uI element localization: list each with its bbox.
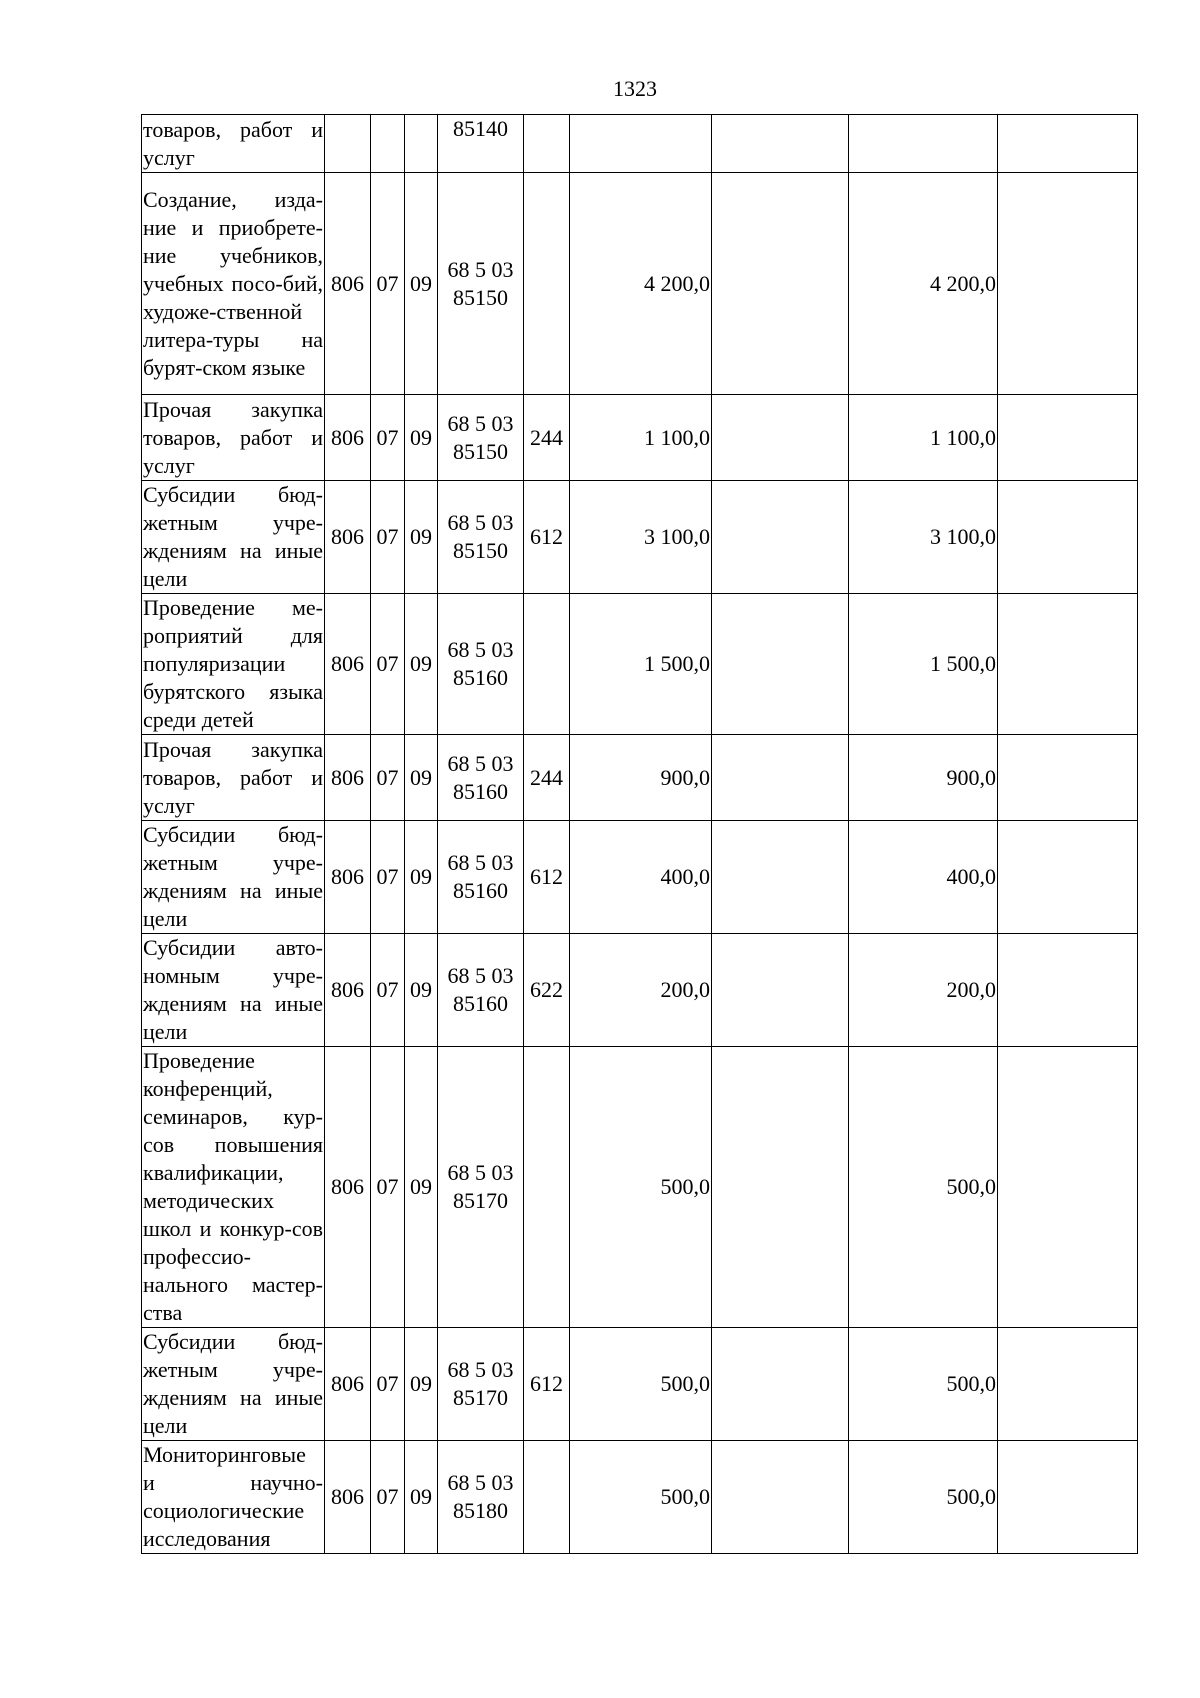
- amount-total-cell: 900,0: [849, 735, 998, 821]
- empty-cell: [712, 481, 849, 594]
- target-article-cell: [438, 735, 524, 821]
- target-article-line: 85160: [453, 878, 508, 903]
- amount-cell: 900,0: [570, 735, 712, 821]
- expense-type-cell: [524, 115, 570, 173]
- table-row: [142, 1328, 1138, 1441]
- target-article-line: 85150: [453, 284, 508, 310]
- ministry-code-cell: 806: [325, 395, 371, 481]
- ministry-code-cell: 806: [325, 481, 371, 594]
- amount-cell: 1 500,0: [570, 594, 712, 735]
- section-code-cell: 07: [371, 1047, 405, 1328]
- empty-cell: [998, 594, 1138, 735]
- subsection-code-cell: 09: [405, 821, 438, 934]
- target-article-line: 85170: [453, 1188, 508, 1213]
- expense-type-cell: 612: [524, 481, 570, 594]
- item-name-cell: Мониторинговые и научно-социологические исследования: [142, 1441, 325, 1554]
- target-article-line: 68 5 03: [447, 963, 514, 988]
- item-name-cell: Субсидии бюд-жетным учре-ждениям на иные цели: [142, 1328, 325, 1441]
- amount-cell: 4 200,0: [570, 173, 712, 395]
- empty-cell: [712, 173, 849, 395]
- amount-total-cell: 1 100,0: [849, 395, 998, 481]
- target-article-line: 85170: [453, 1385, 508, 1410]
- section-code-cell: [371, 115, 405, 173]
- subsection-code-cell: 09: [405, 481, 438, 594]
- item-name-cell: Прочая закупка товаров, работ и услуг: [142, 395, 325, 481]
- ministry-code-cell: 806: [325, 173, 371, 395]
- item-name-cell: Проведение конференций, семинаров, кур-сов повышения квалификации, методических школ и конкур-сов профессио-нального мастер-ства: [142, 1047, 325, 1328]
- amount-cell: [570, 115, 712, 173]
- section-code-cell: 07: [371, 735, 405, 821]
- empty-cell: [998, 934, 1138, 1047]
- table-row: [142, 481, 1138, 594]
- subsection-code-cell: 09: [405, 934, 438, 1047]
- section-code-cell: 07: [371, 481, 405, 594]
- ministry-code-cell: 806: [325, 735, 371, 821]
- amount-cell: 500,0: [570, 1047, 712, 1328]
- section-code-cell: 07: [371, 1328, 405, 1441]
- table-row: [142, 173, 1138, 395]
- ministry-code-cell: 806: [325, 1441, 371, 1554]
- target-article-cell: [438, 395, 524, 481]
- ministry-code-cell: 806: [325, 934, 371, 1047]
- expense-type-cell: 622: [524, 934, 570, 1047]
- budget-table: [141, 114, 1138, 1554]
- target-article-cell: [438, 481, 524, 594]
- target-article-cell: [438, 1047, 524, 1328]
- subsection-code-cell: 09: [405, 395, 438, 481]
- table-row: [142, 821, 1138, 934]
- table-row: [142, 934, 1138, 1047]
- item-name-cell: Прочая закупка товаров, работ и услуг: [142, 735, 325, 821]
- expense-type-cell: 244: [524, 395, 570, 481]
- amount-total-cell: 4 200,0: [849, 173, 998, 395]
- amount-total-cell: 500,0: [849, 1441, 998, 1554]
- amount-cell: 500,0: [570, 1441, 712, 1554]
- target-article-line: 85160: [453, 778, 508, 804]
- amount-cell: 400,0: [570, 821, 712, 934]
- empty-cell: [998, 1047, 1138, 1328]
- subsection-code-cell: 09: [405, 1441, 438, 1554]
- target-article-cell: [438, 594, 524, 735]
- amount-total-cell: 500,0: [849, 1047, 998, 1328]
- expense-type-cell: 244: [524, 735, 570, 821]
- amount-total-cell: 1 500,0: [849, 594, 998, 735]
- ministry-code-cell: 806: [325, 594, 371, 735]
- target-article-cell: [438, 115, 524, 173]
- table-row: [142, 395, 1138, 481]
- ministry-code-cell: 806: [325, 821, 371, 934]
- empty-cell: [712, 1328, 849, 1441]
- table-row: [142, 735, 1138, 821]
- empty-cell: [712, 821, 849, 934]
- target-article-line: 68 5 03: [447, 850, 514, 875]
- empty-cell: [998, 1328, 1138, 1441]
- target-article-line: 68 5 03: [447, 256, 514, 282]
- item-name-cell: Проведение ме-роприятий для популяризации бурятского языка среди детей: [142, 594, 325, 735]
- empty-cell: [998, 735, 1138, 821]
- amount-cell: 3 100,0: [570, 481, 712, 594]
- subsection-code-cell: 09: [405, 594, 438, 735]
- subsection-code-cell: 09: [405, 173, 438, 395]
- expense-type-cell: [524, 594, 570, 735]
- section-code-cell: 07: [371, 594, 405, 735]
- target-article-cell: [438, 1328, 524, 1441]
- target-article-line: 68 5 03: [447, 750, 514, 776]
- target-article-line: 85160: [453, 991, 508, 1016]
- expense-type-cell: [524, 1047, 570, 1328]
- page-number: 1323: [613, 76, 657, 101]
- target-article-line: 85180: [453, 1498, 508, 1523]
- expense-type-cell: [524, 173, 570, 395]
- subsection-code-cell: 09: [405, 1328, 438, 1441]
- subsection-code-cell: 09: [405, 1047, 438, 1328]
- section-code-cell: 07: [371, 173, 405, 395]
- amount-total-cell: 3 100,0: [849, 481, 998, 594]
- subsection-code-cell: 09: [405, 735, 438, 821]
- ministry-code-cell: [325, 115, 371, 173]
- empty-cell: [998, 173, 1138, 395]
- item-name-cell: Субсидии бюд-жетным учре-ждениям на иные цели: [142, 481, 325, 594]
- target-article-line: 85150: [453, 538, 508, 563]
- section-code-cell: 07: [371, 1441, 405, 1554]
- target-article-cell: [438, 173, 524, 395]
- empty-cell: [712, 1441, 849, 1554]
- subsection-code-cell: [405, 115, 438, 173]
- item-name-cell: Субсидии бюд-жетным учре-ждениям на иные цели: [142, 821, 325, 934]
- amount-total-cell: 400,0: [849, 821, 998, 934]
- empty-cell: [712, 115, 849, 173]
- item-name-cell: Создание, изда-ние и приобрете-ние учебников, учебных посо-бий, художе-ственной литера-туры на бурят-ском языке: [142, 173, 325, 395]
- target-article-line: 68 5 03: [447, 510, 514, 535]
- amount-total-cell: 200,0: [849, 934, 998, 1047]
- target-article-line: 85150: [453, 438, 508, 464]
- section-code-cell: 07: [371, 934, 405, 1047]
- item-name-cell: Субсидии авто-номным учре-ждениям на иные цели: [142, 934, 325, 1047]
- expense-type-cell: 612: [524, 821, 570, 934]
- table-row: [142, 115, 1138, 173]
- table-row: [142, 594, 1138, 735]
- target-article-cell: [438, 934, 524, 1047]
- empty-cell: [712, 594, 849, 735]
- empty-cell: [998, 481, 1138, 594]
- empty-cell: [712, 395, 849, 481]
- target-article-line: 68 5 03: [447, 1357, 514, 1382]
- item-name-cell: товаров, работ и услуг: [142, 115, 325, 173]
- empty-cell: [712, 735, 849, 821]
- table-body: [142, 115, 1138, 1554]
- section-code-cell: 07: [371, 821, 405, 934]
- expense-type-cell: 612: [524, 1328, 570, 1441]
- empty-cell: [998, 395, 1138, 481]
- empty-cell: [712, 1047, 849, 1328]
- target-article-line: 68 5 03: [447, 637, 514, 662]
- ministry-code-cell: 806: [325, 1047, 371, 1328]
- target-article-line: 68 5 03: [447, 1470, 514, 1495]
- expense-type-cell: [524, 1441, 570, 1554]
- amount-cell: 200,0: [570, 934, 712, 1047]
- target-article-line: 68 5 03: [447, 1160, 514, 1185]
- amount-cell: 500,0: [570, 1328, 712, 1441]
- section-code-cell: 07: [371, 395, 405, 481]
- empty-cell: [998, 821, 1138, 934]
- table-row: [142, 1047, 1138, 1328]
- target-article-line: 85160: [453, 665, 508, 690]
- target-article-cell: [438, 1441, 524, 1554]
- amount-total-cell: 500,0: [849, 1328, 998, 1441]
- target-article-cell: [438, 821, 524, 934]
- empty-cell: [712, 934, 849, 1047]
- empty-cell: [998, 1441, 1138, 1554]
- amount-total-cell: [849, 115, 998, 173]
- target-article-line: 68 5 03: [447, 410, 514, 436]
- empty-cell: [998, 115, 1138, 173]
- ministry-code-cell: 806: [325, 1328, 371, 1441]
- table-row: [142, 1441, 1138, 1554]
- amount-cell: 1 100,0: [570, 395, 712, 481]
- target-article-line: 85140: [453, 116, 508, 141]
